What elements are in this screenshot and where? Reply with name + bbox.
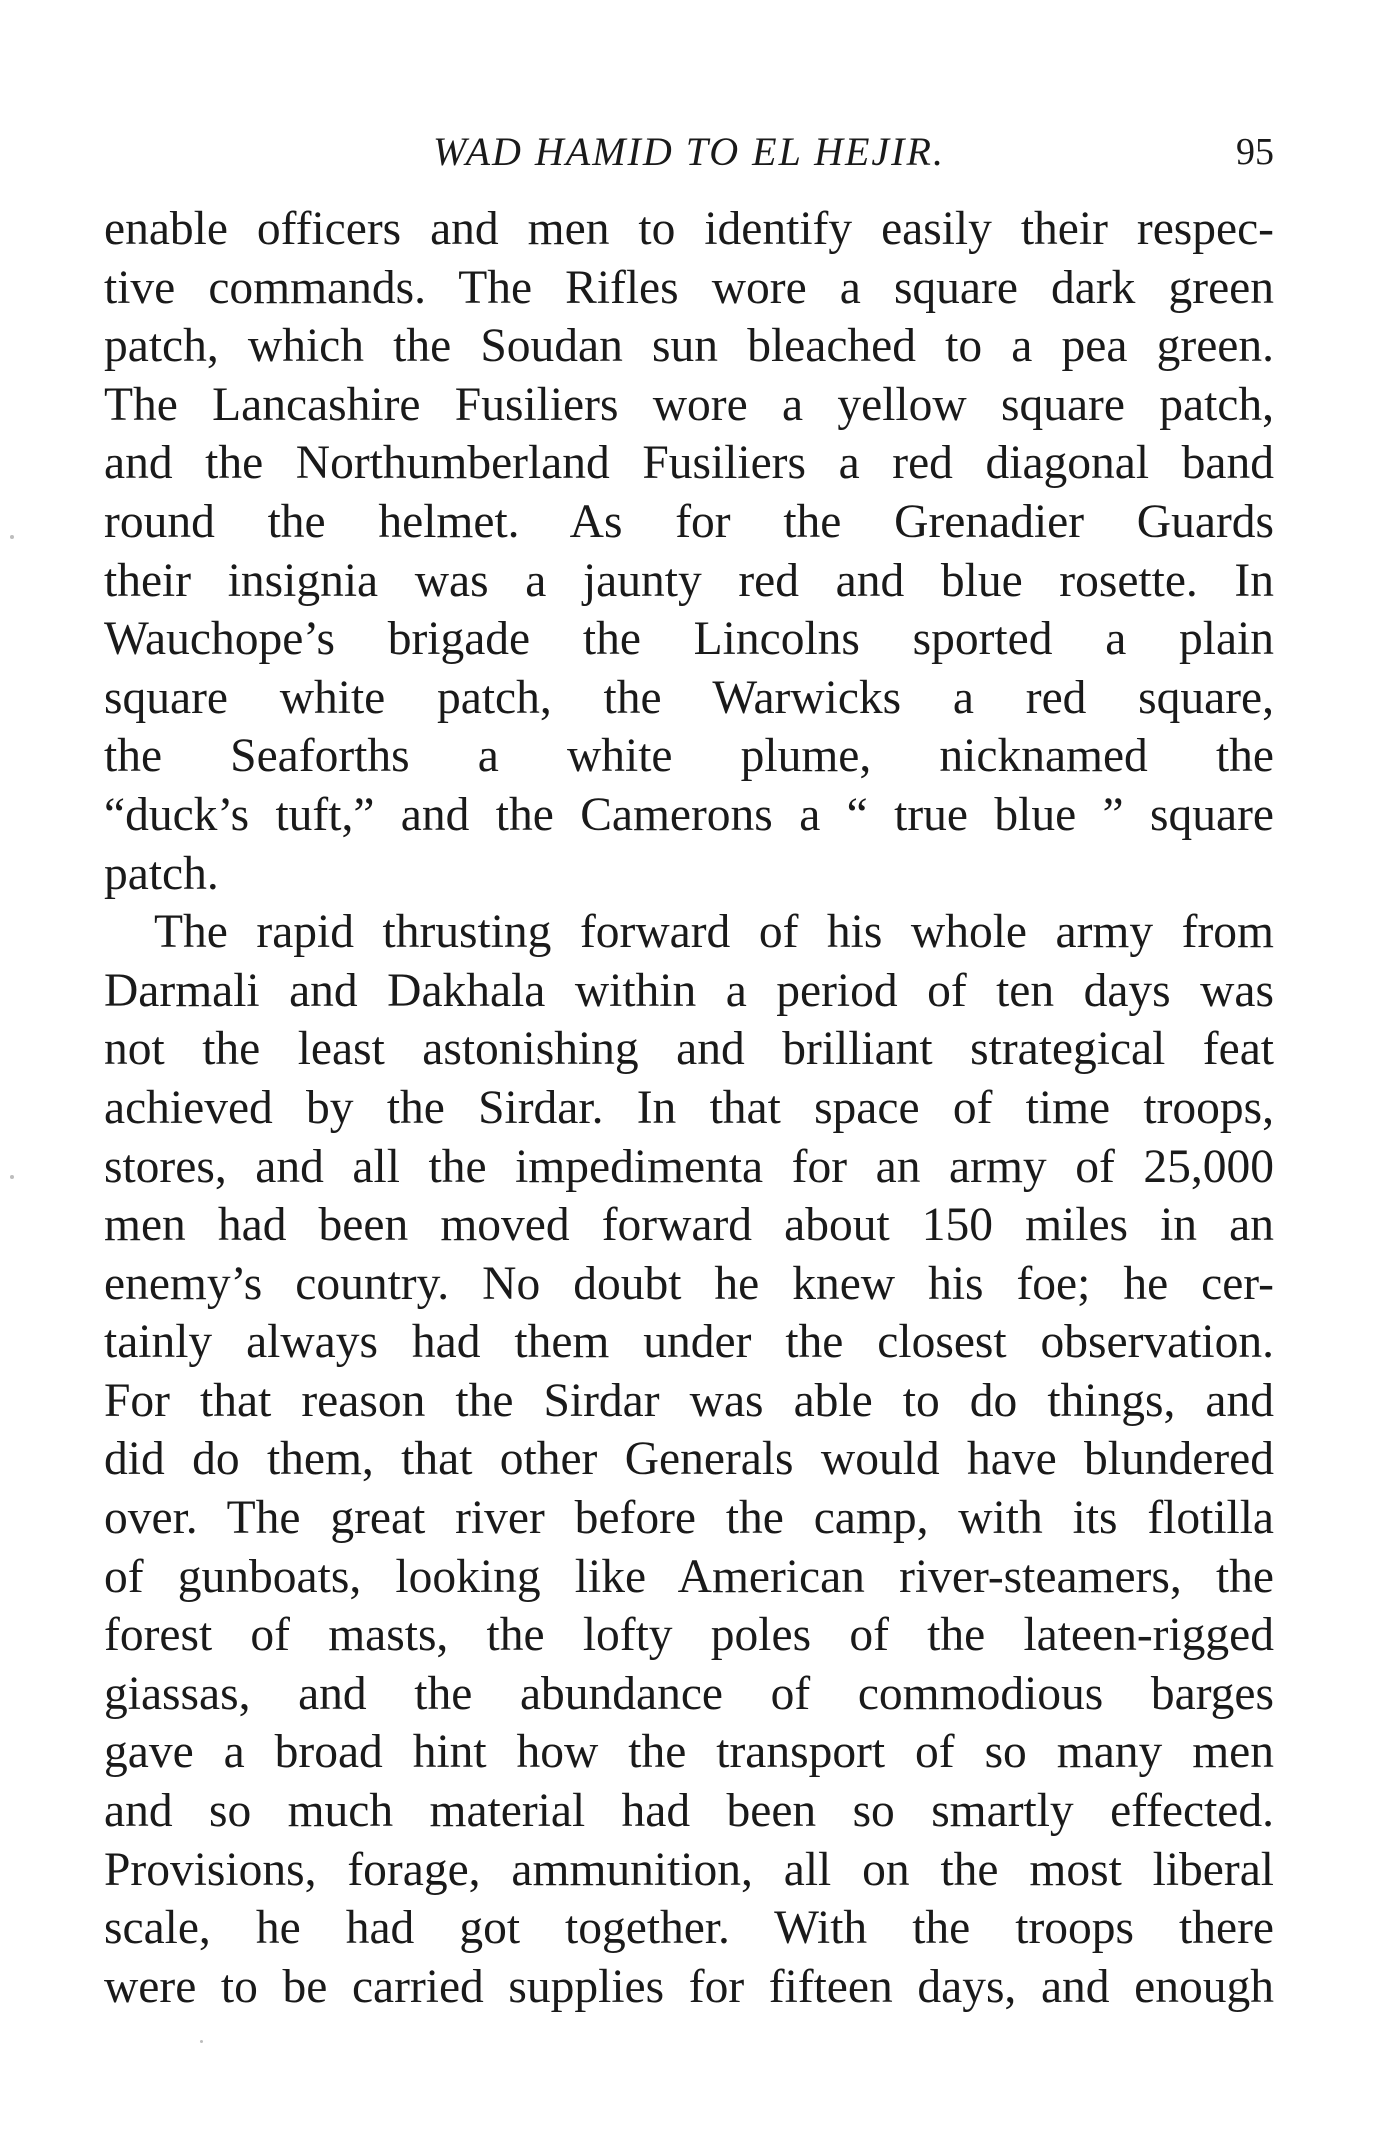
text-line: Darmali and Dakhala within a period of ten days was bbox=[104, 964, 1274, 1017]
text-line: tainly always had them under the closest observation. bbox=[104, 1316, 1274, 1369]
paragraph-end-line: patch. bbox=[104, 847, 219, 900]
text-line: did do them, that other Generals would have blundered bbox=[104, 1433, 1274, 1486]
text-line: square white patch, the Warwicks a red square, bbox=[104, 671, 1274, 724]
paper-speck bbox=[10, 1175, 14, 1179]
body-text bbox=[104, 200, 1274, 2016]
paper-speck bbox=[200, 2040, 203, 2043]
text-line: For that reason the Sirdar was able to do things, and bbox=[104, 1374, 1274, 1427]
paper-speck bbox=[10, 535, 14, 539]
text-line: enable officers and men to identify easily their respec- bbox=[104, 203, 1274, 255]
text-line: and the Northumberland Fusiliers a red diagonal band bbox=[104, 437, 1274, 490]
text-line: over. The great river before the camp, with its flotilla bbox=[104, 1492, 1274, 1545]
text-line: achieved by the Sirdar. In that space of time troops, bbox=[104, 1081, 1274, 1134]
text-line: forest of masts, the lofty poles of the lateen-rigged bbox=[104, 1609, 1274, 1662]
page-number: 95 bbox=[1236, 131, 1274, 173]
text-line: their insignia was a jaunty red and blue rosette. In bbox=[104, 554, 1274, 607]
text-line: not the least astonishing and brilliant strategical feat bbox=[104, 1023, 1274, 1076]
text-line: tive commands. The Rifles wore a square dark green bbox=[104, 261, 1274, 314]
text-line: the Seaforths a white plume, nicknamed the bbox=[104, 730, 1274, 783]
text-line: gave a broad hint how the transport of so many men bbox=[104, 1726, 1274, 1779]
text-line: Provisions, forage, ammunition, all on the most liberal bbox=[104, 1843, 1274, 1896]
text-line: giassas, and the abundance of commodious barges bbox=[104, 1667, 1274, 1720]
text-line: were to be carried supplies for fifteen days, and enough bbox=[104, 1960, 1274, 2013]
paragraph-start-line: The rapid thrusting forward of his whole army from bbox=[154, 906, 1274, 959]
text-line: round the helmet. As for the Grenadier Guards bbox=[104, 495, 1274, 548]
text-line: stores, and all the impedimenta for an army of 25,000 bbox=[104, 1140, 1274, 1193]
text-line: patch, which the Soudan sun bleached to a pea green. bbox=[104, 320, 1274, 373]
text-line: enemy’s country. No doubt he knew his foe; he cer- bbox=[104, 1257, 1274, 1310]
text-line: “duck’s tuft,” and the Camerons a “ true blue ” square bbox=[104, 788, 1274, 841]
running-head bbox=[104, 128, 1274, 188]
text-line: of gunboats, looking like American river-steamers, the bbox=[104, 1550, 1274, 1603]
running-title: WAD HAMID TO EL HEJIR. bbox=[433, 129, 945, 174]
text-line: Wauchope’s brigade the Lincolns sported a plain bbox=[104, 613, 1274, 666]
text-line: The Lancashire Fusiliers wore a yellow square patch, bbox=[104, 378, 1274, 431]
text-line: scale, he had got together. With the troops there bbox=[104, 1902, 1274, 1955]
text-line: men had been moved forward about 150 miles in an bbox=[104, 1199, 1274, 1252]
text-line: and so much material had been so smartly effected. bbox=[104, 1785, 1274, 1838]
